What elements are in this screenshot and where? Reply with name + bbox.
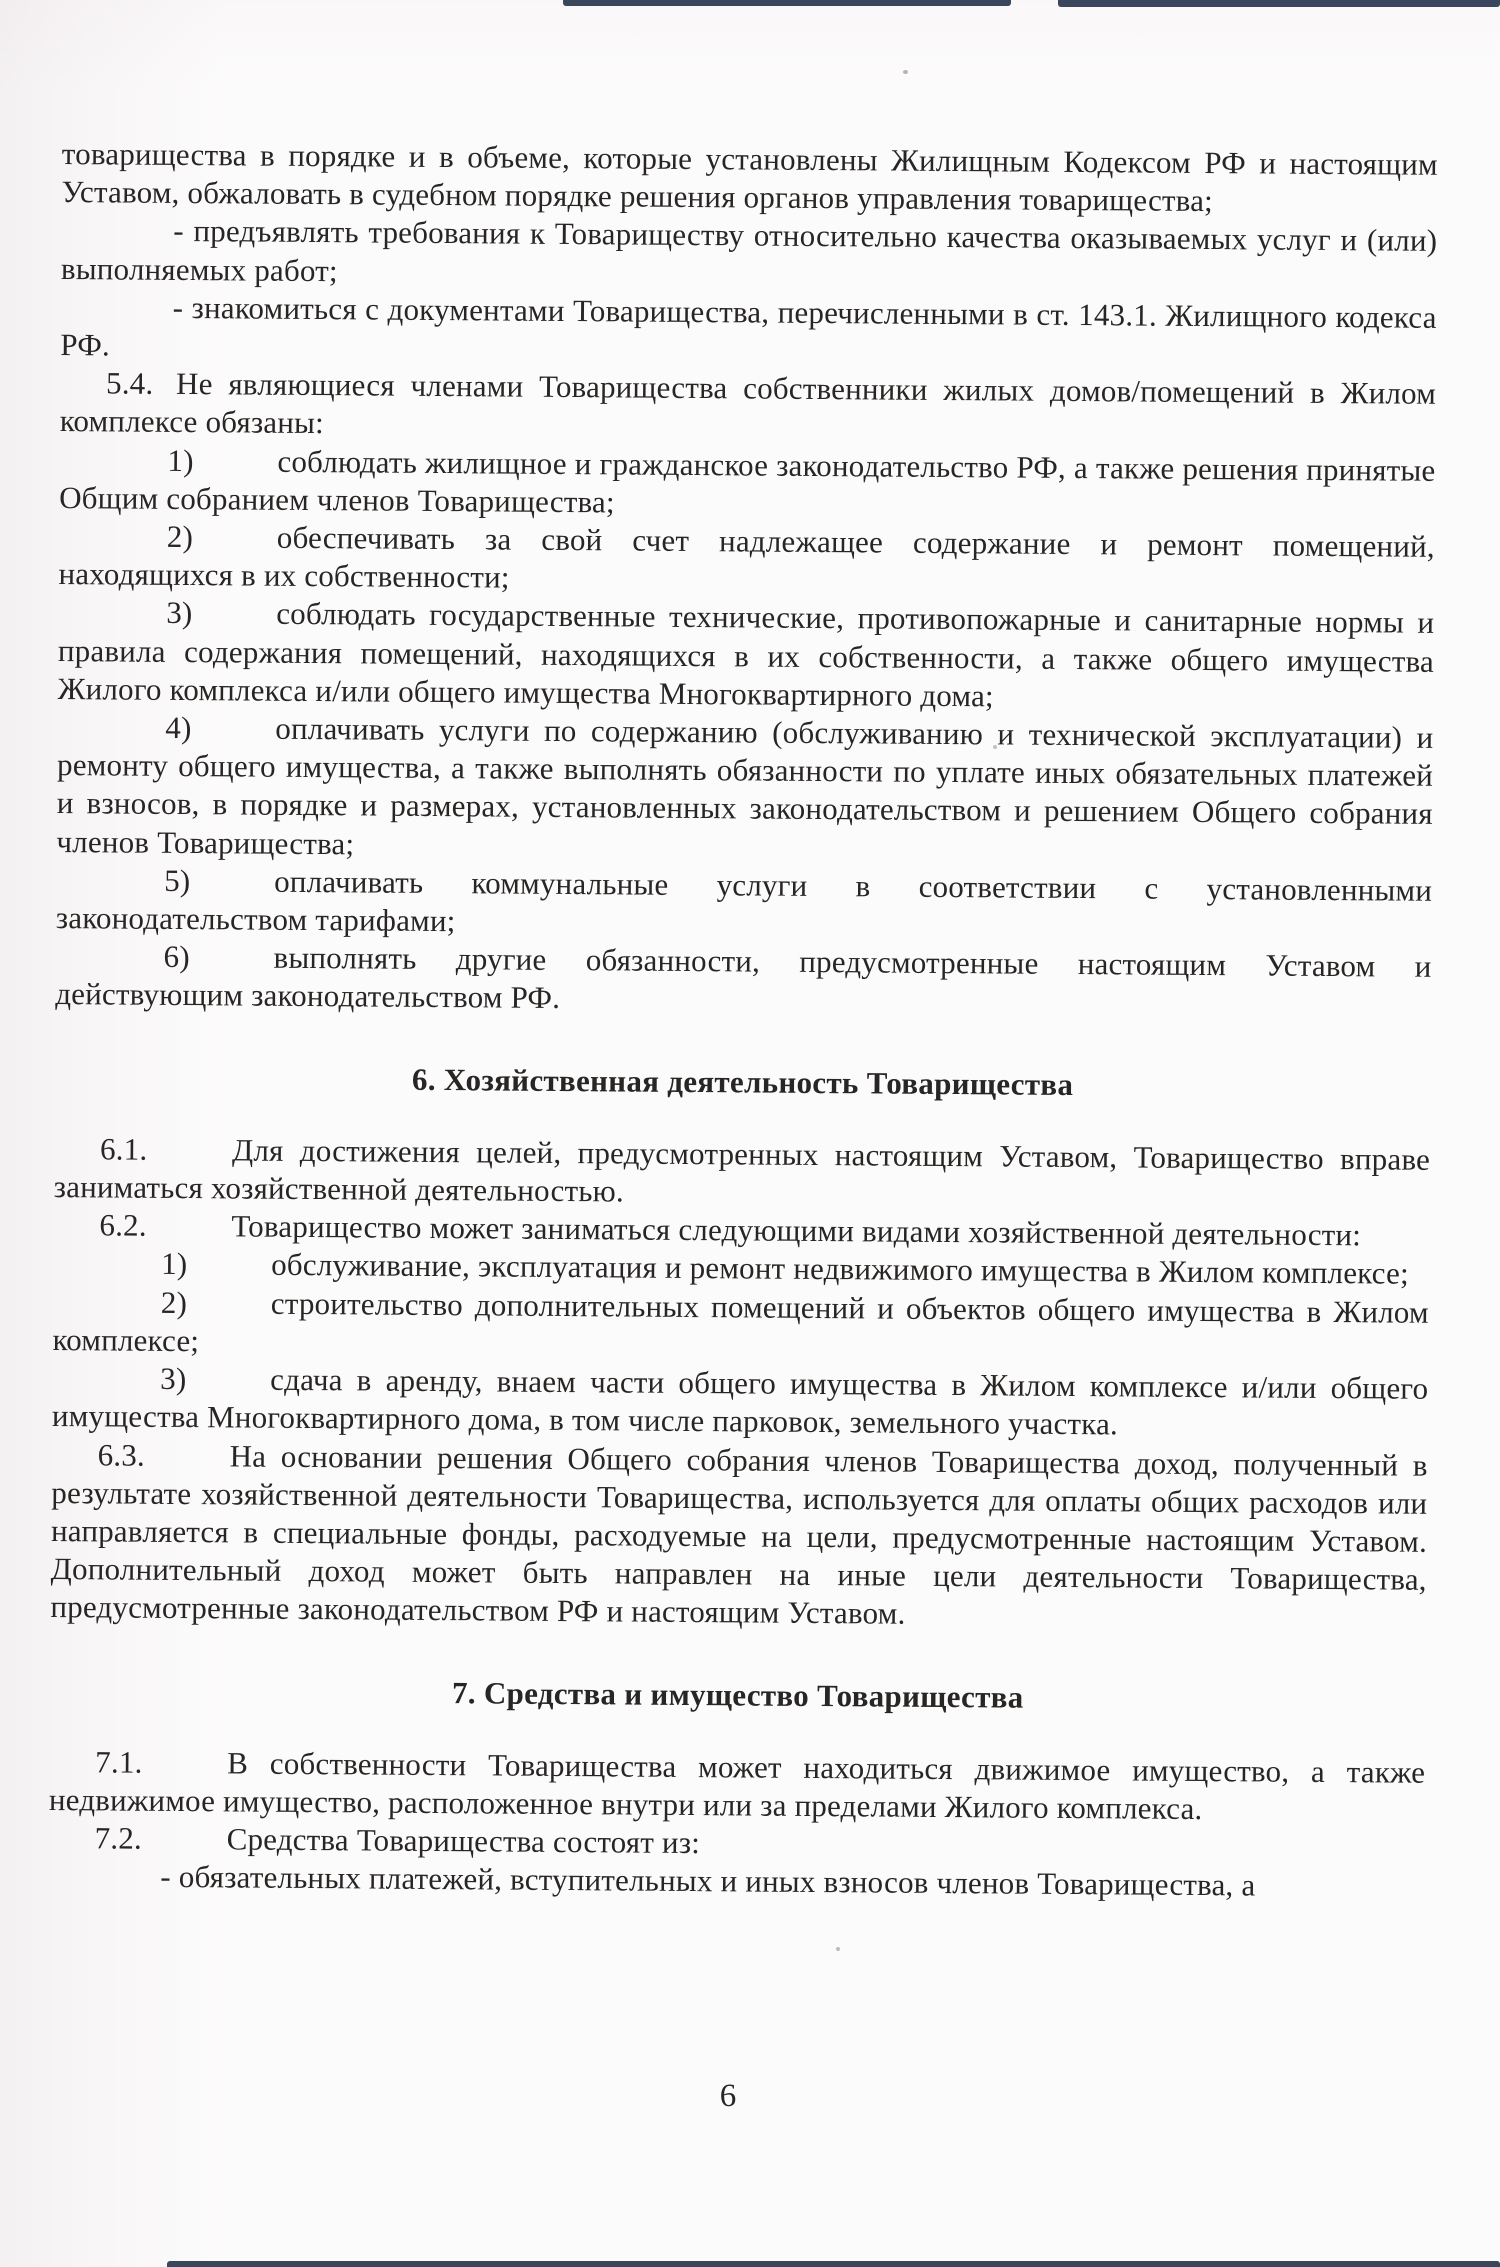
list-item	[56, 708, 1433, 872]
clause-6-1	[54, 1130, 1431, 1217]
clause-number: 7.1.	[95, 1744, 143, 1780]
section-6-heading: 6. Хозяйственная деятельность Товарищества	[411, 1061, 1074, 1102]
item-number: 1)	[167, 442, 194, 478]
item-text: строительство дополнительных помещений и объектов общего имущества в Жилом комплексе;	[52, 1285, 1429, 1359]
clause-text: Средства Товарищества состоят из:	[226, 1821, 701, 1861]
funds-dash-item: - обязательных платежей, вступительных и иных взносов членов Товарищества, а	[160, 1859, 1256, 1903]
clause-5-4	[60, 364, 1437, 451]
item-text: оплачивать услуги по содержанию (обслуживанию и технической эксплуатации) и ремонту общего имущества, а также выполнять обязанности по уплате иных обязательных платежей и взносов, в порядке и размерах, установленных законодательством и решением Общего собрания членов Товарищества;	[56, 710, 1434, 862]
item-number: 5)	[164, 862, 191, 898]
item-number: 3)	[166, 595, 193, 631]
scan-artifact-top-left	[563, 0, 1011, 6]
item-number: 1)	[161, 1246, 188, 1282]
section-7-heading: 7. Средства и имущество Товарищества	[451, 1674, 1024, 1715]
item-number: 4)	[165, 709, 192, 746]
item-number: 2)	[160, 1284, 188, 1320]
item-text: сдача в аренду, внаем части общего имущества в Жилом комплексе и/или общего имущества Многоквартирного дома, в том числе парковок, земельного участка.	[51, 1361, 1429, 1442]
item-text: оплачивать коммунальные услуги в соответствии с установленными законодательством тарифами;	[55, 863, 1433, 939]
item-text: соблюдать жилищное и гражданское законодательство РФ, а также решения принятые Общим собранием членов Товарищества;	[59, 443, 1436, 520]
list-item	[58, 517, 1435, 604]
clause-number: 7.2.	[94, 1820, 143, 1856]
clause-6-3	[50, 1435, 1427, 1637]
clause-text: В собственности Товарищества может находиться движимое имущество, а также недвижимое имущество, расположенное внутри или за пределами Жилого комплекса.	[48, 1745, 1426, 1826]
list-item	[56, 861, 1433, 948]
item-number: 2)	[166, 518, 194, 555]
item-text: выполнять другие обязанности, предусмотренные настоящим Уставом и действующим законодательством РФ.	[55, 939, 1432, 1016]
clause-number: 6.1.	[99, 1131, 148, 1167]
clause-number: 5.4.	[105, 365, 154, 401]
list-item	[52, 1283, 1429, 1370]
clause-7-1	[49, 1743, 1426, 1830]
page-number: 6	[719, 2078, 737, 2114]
list-item	[52, 1359, 1429, 1446]
item-number: 3)	[160, 1360, 187, 1397]
item-number: 6)	[163, 939, 190, 975]
item-text: соблюдать государственные технические, противопожарные и санитарные нормы и правила содержания помещений, находящихся в их собственности, а также общего имущества Жилого комплекса и/или общего имущества Многоквартирного дома;	[57, 596, 1435, 714]
member-right-dash-item: - знакомиться с документами Товарищества, перечисленными в ст. 143.1. Жилищного кодекса РФ.	[60, 289, 1437, 363]
list-item	[59, 441, 1436, 528]
member-right-dash-item: - предъявлять требования к Товариществу относительно качества оказываемых услуг и (или) выполняемых работ;	[60, 213, 1438, 288]
clause-number: 6.3.	[97, 1436, 146, 1473]
list-item	[55, 937, 1432, 1024]
clause-number: 6.2.	[99, 1207, 147, 1244]
item-text: обслуживание, эксплуатация и ремонт недвижимого имущества в Жилом комплексе;	[271, 1247, 1409, 1292]
scan-speck	[903, 70, 908, 74]
clause-text: Не являющиеся членами Товарищества собственники жилых домов/помещений в Жилом комплексе обязаны:	[59, 366, 1437, 441]
scan-artifact-bottom	[167, 2261, 1500, 2267]
clause-text: На основании решения Общего собрания членов Товарищества доход, полученный в результате хозяйственной деятельности Товарищества, используется для оплаты общих расходов или направляется в специальные фонды, расходуемые на цели, предусмотренные настоящим Уставом. Дополнительный доход может быть направлен на иные цели деятельности Товарищества, предусмотренные законодательством РФ и настоящим Уставом.	[50, 1437, 1428, 1632]
clause-text: Товарищество может заниматься следующими видами хозяйственной деятельности:	[231, 1208, 1362, 1253]
document-body	[48, 135, 1438, 1906]
item-text: обеспечивать за свой счет надлежащее содержание и ремонт помещений, находящихся в их собственности;	[58, 519, 1435, 595]
scan-speck	[836, 1947, 840, 1951]
paragraph-continued: товарищества в порядке и в объеме, которые установлены Жилищным Кодексом РФ и настоящим Уставом, обжаловать в судебном порядке решения органов управления товарищества;	[61, 136, 1438, 219]
list-item	[58, 593, 1435, 718]
clause-text: Для достижения целей, предусмотренных настоящим Уставом, Товарищество вправе заниматься хозяйственной деятельностью.	[53, 1132, 1431, 1209]
scan-artifact-top-right	[1058, 0, 1500, 7]
